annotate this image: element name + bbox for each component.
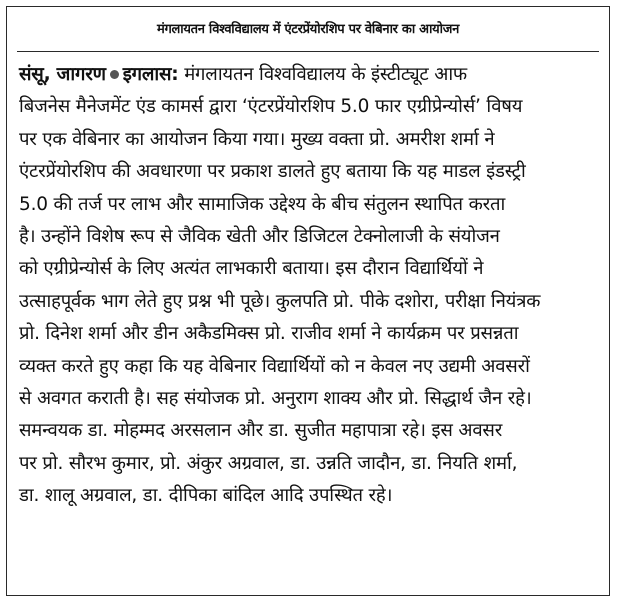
article-line: को एग्रीप्रेन्योर्स के लिए अत्यंत लाभकारी बताया। इस दौरान विद्यार्थियों ने [19,258,484,280]
place-name: इगलास: [122,64,179,85]
article-line: डा. शालू अग्रवाल, डा. दीपिका बांदिल आदि उपस्थित रहे। [19,485,393,507]
article-line: 5.0 की तर्ज पर लाभ और सामाजिक उद्देश्य के बीच संतुलन स्थापित करता [19,193,506,215]
article-line: है। उन्होंने विशेष रूप से जैविक खेती और डिजिटल टेक्नोलाजी के संयोजन [19,225,500,247]
article-line: प्रो. दिनेश शर्मा और डीन अकैडमिक्स प्रो. राजीव शर्मा ने कार्यक्रम पर प्रसन्नता [19,323,519,345]
article-body [19,59,599,512]
article-line: उत्साहपूर्वक भाग लेते हुए प्रश्न भी पूछे। कुलपति प्रो. पीके दशोरा, परीक्षा नियंत्रक [19,290,541,312]
article-line: से अवगत कराती है। सह संयोजक प्रो. अनुराग शाक्य और प्रो. सिद्धार्थ जैन रहे। [19,387,532,409]
article-line-text: मंगलायतन विश्वविद्यालय के इंस्टीट्यूट आफ [178,64,467,85]
article-line: समन्वयक डा. मोहम्मद अरसलान और डा. सुजीत महापात्रा रहे। इस अवसर [19,420,503,442]
dateline: संसू, जागरण [19,64,106,85]
article-line: पर एक वेबिनार का आयोजन किया गया। मुख्य वक्ता प्रो. अमरीश शर्मा ने [19,128,495,150]
news-clipping [6,6,610,596]
bullet-icon [110,70,119,79]
article-line: बिजनेस मैनेजमेंट एंड कामर्स द्वारा ‘एंटरप्रेंयोरशिप 5.0 फार एग्रीप्रेन्योर्स’ विषय [19,96,523,118]
headline-divider [17,51,599,52]
article-line [19,59,599,91]
article-line: एंटरप्रेंयोरशिप की अवधारणा पर प्रकाश डालते हुए बताया कि यह माडल इंडस्ट्री [19,161,526,183]
headline: मंगलायतन विश्वविद्यालय में एंटरप्रेंयोरशिप पर वेबिनार का आयोजन [156,22,460,37]
article-line: पर प्रो. सौरभ कुमार, प्रो. अंकुर अग्रवाल, डा. उन्नति जादौन, डा. नियति शर्मा, [19,452,518,474]
article-line: व्यक्त करते हुए कहा कि यह वेबिनार विद्यार्थियों को न केवल नए उद्यमी अवसरों [19,355,530,377]
